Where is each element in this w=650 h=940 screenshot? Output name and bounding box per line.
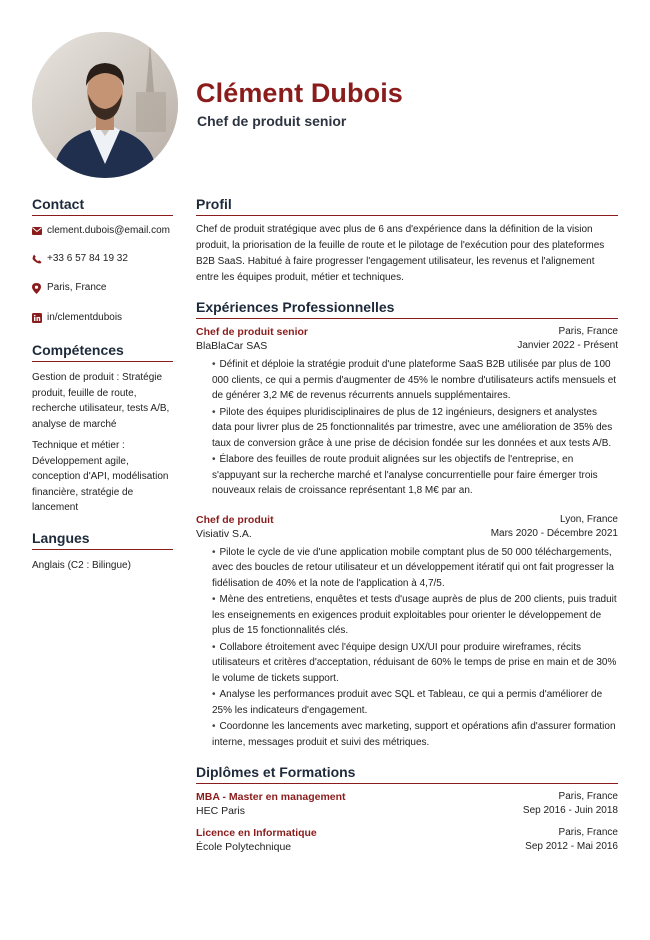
job-bullet: • Coordonne les lancements avec marketing, support et opérations afin d'assurer formation interne, messages produit et suivi des métriques. [212, 719, 618, 750]
education-school: HEC Paris [196, 805, 246, 817]
education-entry [196, 826, 618, 854]
job-bullet: • Pilote des équipes pluridisciplinaires de plus de 12 ingénieurs, designers et analystes data pour livrer plus de 25 fonctionnalités par trimestre, avec une amélioration de 35% des taux de conversion grâce à une prise de décision fondée sur les données et aux tests A/B. [212, 405, 618, 452]
job-bullets [196, 545, 618, 751]
education-degree: Licence en Informatique [196, 827, 317, 839]
job-company: Visiativ S.A. [196, 527, 252, 540]
job-dates: Janvier 2022 - Présent [517, 340, 618, 351]
job-dates: Mars 2020 - Décembre 2021 [490, 527, 618, 539]
mail-icon [32, 224, 47, 240]
job-bullet: • Pilote le cycle de vie d'une application mobile comptant plus de 50 000 téléchargements, avec des boucles de retour utilisateur et un développement itératif qui ont fait progresser la fidélisation de 40% et la note de l'application à 4,7/5. [212, 545, 618, 592]
languages-heading: Langues [32, 530, 173, 550]
job-company: BlaBlaCar SAS [196, 340, 268, 352]
education-entry [196, 790, 618, 818]
main-content [196, 196, 618, 862]
education-heading: Diplômes et Formations [196, 764, 618, 784]
profile-photo [32, 32, 178, 178]
education-location: Paris, France [558, 791, 618, 802]
profile-summary: Chef de produit stratégique avec plus de 6 ans d'expérience dans la définition de la vision produit, la priorisation de la feuille de route et le pilotage de l'exécution pour des plateformes B2B SaaS. Habitué à faire progresser l'engagement utilisateur, les revenus et l'alignement entre les équipes produit, métier et techniques. [196, 224, 605, 283]
job-role: Chef de produit senior [196, 326, 309, 338]
job-bullet: • Mène des entretiens, enquêtes et tests d'usage auprès de plus de 200 clients, puis traduit les enseignements en exigences produit exploitables pour orienter le développement de plus de 15 fonctionnalités clés. [212, 592, 618, 639]
profile-heading: Profil [196, 196, 618, 216]
job-bullet: • Définit et déploie la stratégie produit d'une plateforme SaaS B2B utilisée par plus de 100 000 clients, ce qui a permis d'augmenter de 45% le nombre d'utilisateurs actifs mensuels et de générer 3,2 M€ de revenus récurrents annuels supplémentaires. [212, 357, 618, 404]
candidate-title: Chef de produit senior [197, 113, 347, 129]
education-school: École Polytechnique [196, 841, 292, 853]
contact-phone-text: +33 6 57 84 19 32 [47, 253, 128, 264]
job-bullet: • Collabore étroitement avec l'équipe design UX/UI pour produire wireframes, récits utilisateurs et critères d'acceptation, réduisant de 60% le temps de prise en main et de 30% le volume de tickets support. [212, 640, 618, 687]
candidate-name: Clément Dubois [196, 78, 403, 108]
job-bullet: • Élabore des feuilles de route produit alignées sur les objectifs de l'entreprise, en s'appuyant sur la recherche marché et l'analyse concurrentielle pour faire émerger trois nouveaux relais de croissance représentant 1,8 M€ par an. [212, 452, 618, 499]
job-location: Lyon, France [560, 513, 618, 525]
skill-group: Gestion de produit : Stratégie produit, feuille de route, recherche utilisateur, tests A/B, analyse de marché [32, 372, 170, 430]
contact-email-text: clement.dubois@email.com [47, 225, 170, 236]
phone-icon [32, 252, 47, 269]
language-item: Anglais (C2 : Bilingue) [32, 559, 131, 571]
contact-linkedin[interactable] [32, 311, 173, 328]
contact-heading: Contact [32, 196, 173, 216]
contact-linkedin-text: in/clementdubois [47, 312, 123, 323]
skills-heading: Compétences [32, 342, 173, 362]
skill-group: Technique et métier : Développement agile, conception d'API, modélisation financière, stratégie de lancement [32, 440, 169, 513]
education-dates: Sep 2012 - Mai 2016 [525, 841, 618, 852]
education-location: Paris, France [558, 827, 618, 838]
contact-email[interactable] [32, 224, 173, 240]
contact-location [32, 281, 173, 299]
contact-phone[interactable] [32, 252, 173, 269]
job-location: Paris, France [558, 326, 618, 337]
linkedin-icon [32, 311, 47, 328]
education-dates: Sep 2016 - Juin 2018 [522, 805, 618, 816]
location-pin-icon [32, 281, 47, 299]
job-role: Chef de produit [196, 513, 274, 526]
job-bullet: • Analyse les performances produit avec SQL et Tableau, ce qui a permis d'améliorer de 25% les indicateurs d'engagement. [212, 687, 618, 718]
job-entry [196, 325, 618, 499]
job-entry [196, 513, 618, 751]
job-bullets [196, 357, 618, 499]
contact-location-text: Paris, France [47, 282, 107, 293]
sidebar [32, 196, 173, 579]
education-degree: MBA - Master en management [196, 791, 346, 803]
experience-heading: Expériences Professionnelles [196, 299, 618, 319]
